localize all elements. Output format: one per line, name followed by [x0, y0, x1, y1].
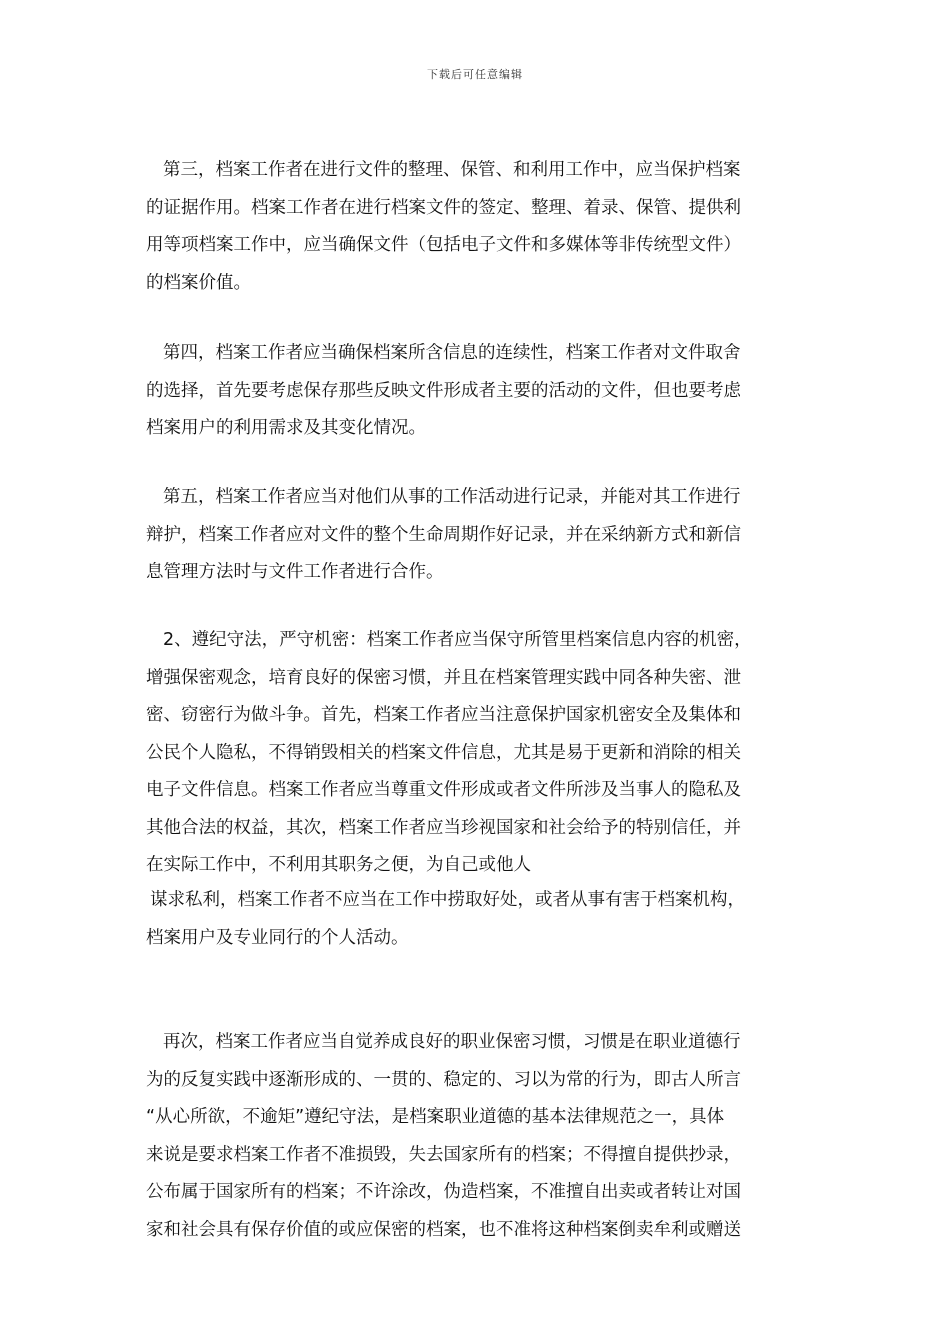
paragraph-line: 为的反复实践中逐渐形成的、一贯的、稳定的、习以为常的行为，即古人所言 [146, 1069, 741, 1090]
paragraph-line: 第三，档案工作者在进行文件的整理、保管、和利用工作中，应当保护档案 [163, 160, 741, 180]
paragraph-line: 的选择，首先要考虑保存那些反映文件形成者主要的活动的文件，但也要考虑 [146, 380, 741, 401]
paragraph-line: 第四，档案工作者应当确保档案所含信息的连续性，档案工作者对文件取舍 [163, 343, 741, 363]
paragraph-line: 谋求私利，档案工作者不应当在工作中捞取好处，或者从事有害于档案机构， [150, 890, 745, 910]
paragraph-line: 息管理方法时与文件工作者进行合作。 [146, 562, 444, 582]
paragraph-line: 用等项档案工作中，应当确保文件（包括电子文件和多媒体等非传统型文件） [146, 235, 741, 255]
paragraph-continuation [146, 882, 826, 957]
paragraph-line: 档案用户的利用需求及其变化情况。 [146, 418, 426, 438]
paragraph-line: 的证据作用。档案工作者在进行档案文件的签定、整理、着录、保管、提供利 [146, 197, 741, 218]
paragraph-line: 公民个人隐私，不得销毁相关的档案文件信息，尤其是易于更新和消除的相关 [146, 742, 741, 763]
paragraph-line: 来说是要求档案工作者不准损毁，失去国家所有的档案；不得擅自提供抄录， [146, 1144, 741, 1165]
paragraph-fourth [146, 335, 826, 448]
paragraph-line: 公布属于国家所有的档案；不许涂改，伪造档案，不准擅自出卖或者转让对国 [146, 1182, 741, 1202]
paragraph-line: 其他合法的权益，其次，档案工作者应当珍视国家和社会给予的特别信任，并 [146, 817, 741, 838]
page-header: 下载后可任意编辑 [427, 68, 523, 81]
paragraph-fifth [146, 479, 826, 592]
paragraph-line: 密、窃密行为做斗争。首先，档案工作者应当注意保护国家机密安全及集体和 [146, 705, 741, 725]
paragraph-line: 辩护，档案工作者应对文件的整个生命周期作好记录，并在采纳新方式和新信 [146, 524, 741, 545]
paragraph-line: 再次，档案工作者应当自觉养成良好的职业保密习惯，习惯是在职业道德行 [163, 1032, 741, 1052]
paragraph-line: 档案用户及专业同行的个人活动。 [146, 927, 409, 948]
paragraph-section-2 [146, 622, 826, 885]
paragraph-line: 在实际工作中，不利用其职务之便，为自己或他人 [146, 855, 531, 875]
paragraph-line: 的档案价值。 [146, 272, 251, 293]
paragraph-again [146, 1024, 826, 1249]
paragraph-line: 2、遵纪守法，严守机密：档案工作者应当保守所管里档案信息内容的机密， [163, 630, 752, 650]
paragraph-line: 增强保密观念，培育良好的保密习惯，并且在档案管理实践中同各种失密、泄 [146, 667, 741, 688]
paragraph-line: 电子文件信息。档案工作者应当尊重文件形成或者文件所涉及当事人的隐私及 [146, 780, 741, 800]
paragraph-third [146, 152, 826, 302]
paragraph-line: “从心所欲，不逾矩”遵纪守法，是档案职业道德的基本法律规范之一，具体 [146, 1107, 725, 1127]
paragraph-line: 家和社会具有保存价值的或应保密的档案，也不准将这种档案倒卖牟利或赠送 [146, 1219, 741, 1240]
paragraph-line: 第五，档案工作者应当对他们从事的工作活动进行记录，并能对其工作进行 [163, 487, 741, 507]
